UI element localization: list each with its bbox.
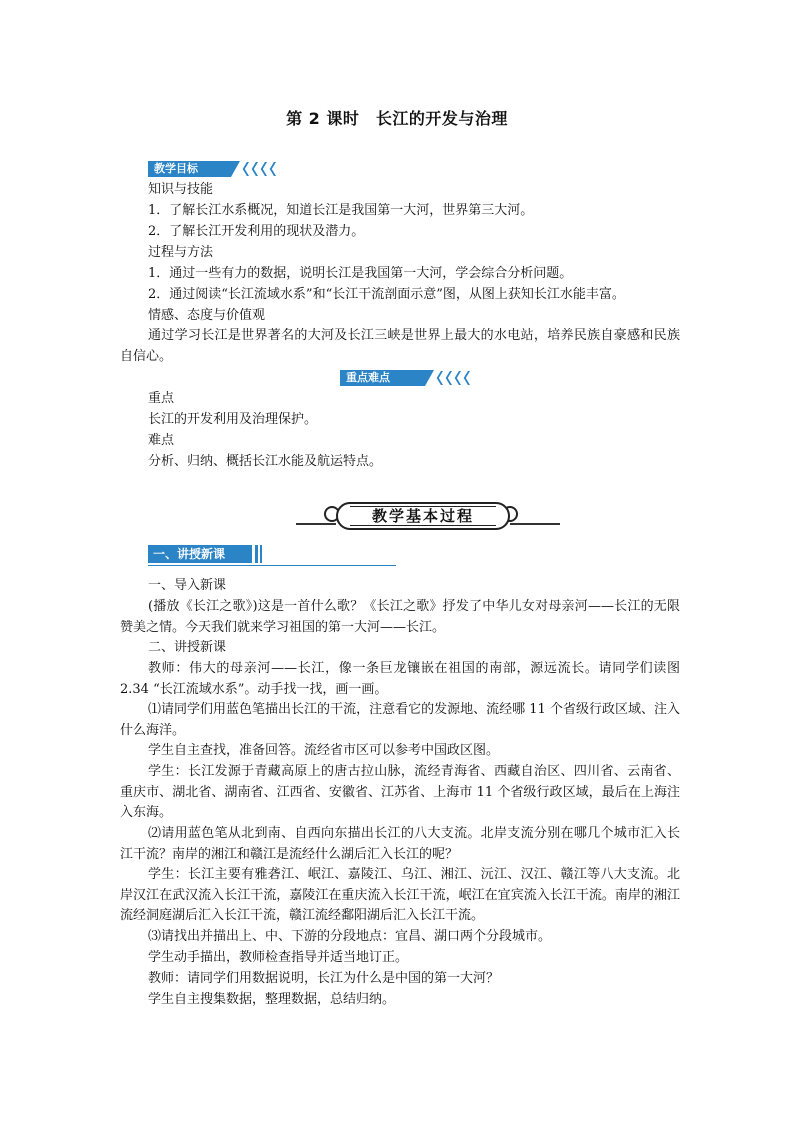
lesson-paragraph: (播放《长江之歌》)这是一首什么歌？《长江之歌》抒发了中华儿女对母亲河——长江的无限赞美之情。今天我们就来学习祖国的第一大河——长江。 xyxy=(120,599,680,635)
key-points-line: 重点 xyxy=(148,391,175,406)
lesson-paragraph: 教师：伟大的母亲河——长江，像一条巨龙镶嵌在祖国的南部，源远流长。请同学们读图 2.34 “长江流域水系”。动手找一找，画一画。 xyxy=(120,661,680,697)
objectives-line: 1．通过一些有力的数据，说明长江是我国第一大河，学会综合分析问题。 xyxy=(148,266,573,281)
key-points-line: 难点 xyxy=(148,433,175,448)
lesson-paragraph: 学生：长江主要有雅砻江、岷江、嘉陵江、乌江、湘江、沅江、汉江、赣江等八大支流。北岸汉江在武汉流入长江干流，嘉陵江在重庆流入长江干流，岷江在宜宾流入长江干流。南岸的湘江流经洞庭湖后汇入长江干流，赣江流经鄱阳湖后汇入长江干流。 xyxy=(120,867,680,923)
objectives-line: 1．了解长江水系概况，知道长江是我国第一大河，世界第三大河。 xyxy=(148,203,534,218)
section-underline xyxy=(148,565,396,566)
section-bar xyxy=(260,545,262,563)
objectives-line: 过程与方法 xyxy=(148,245,214,260)
objectives-paragraph: 通过学习长江是世界著名的大河及长江三峡是世界上最大的水电站，培养民族自豪感和民族自信心。 xyxy=(120,328,680,364)
banner-rule-right xyxy=(510,523,560,525)
section-heading xyxy=(148,545,396,567)
key-points-line: 长江的开发利用及治理保护。 xyxy=(148,412,318,427)
lesson-paragraph: ⑴请同学们用蓝色笔描出长江的干流，注意看它的发源地、流经哪 11 个省级行政区域、注入什么海洋。 xyxy=(120,702,680,738)
section-bar xyxy=(255,545,258,563)
page-title: 第 2 课时 长江的开发与治理 xyxy=(286,109,508,128)
chevrons-icon xyxy=(436,370,470,386)
lesson-paragraph: 学生自主搜集数据，整理数据，总结归纳。 xyxy=(148,992,396,1007)
key-points-tag xyxy=(340,370,480,386)
section-title: 一、讲授新课 xyxy=(153,547,226,561)
process-banner xyxy=(296,500,560,534)
lesson-paragraph: ⑵请用蓝色笔从北到南、自西向东描出长江的八大支流。北岸支流分别在哪几个城市汇入长江干流？南岸的湘江和赣江是流经什么湖后汇入长江的呢？ xyxy=(120,826,680,862)
objectives-tag xyxy=(148,161,288,177)
objectives-line: 2．了解长江开发利用的现状及潜力。 xyxy=(148,224,365,239)
key-points-line: 分析、归纳、概括长江水能及航运特点。 xyxy=(148,454,383,469)
banner-title: 教学基本过程 xyxy=(371,507,474,525)
lesson-paragraph: 学生：长江发源于青藏高原上的唐古拉山脉，流经青海省、西藏自治区、四川省、云南省、重庆市、湖北省、湖南省、江西省、安徽省、江苏省、上海市 11 个省级行政区域，最后在上海注入东海。 xyxy=(120,764,680,820)
key-points-tag-label: 重点难点 xyxy=(346,371,390,384)
banner-rule-left xyxy=(296,523,336,525)
objectives-line: 情感、态度与价值观 xyxy=(148,308,266,323)
lesson-paragraph: ⑶请找出并描出上、中、下游的分段地点：宜昌、湖口两个分段城市。 xyxy=(148,929,552,944)
objectives-line: 知识与技能 xyxy=(148,182,214,197)
objectives-line: 2．通过阅读“长江流域水系”和“长江干流剖面示意”图，从图上获知长江水能丰富。 xyxy=(148,287,625,302)
lesson-paragraph: 学生动手描出，教师检查指导并适当地订正。 xyxy=(148,950,409,965)
lesson-heading: 一、导入新课 xyxy=(148,578,227,593)
lesson-heading: 二、讲授新课 xyxy=(148,640,227,655)
lesson-paragraph: 学生自主查找，准备回答。流经省市区可以参考中国政区图。 xyxy=(148,743,500,758)
lesson-paragraph: 教师：请同学们用数据说明，长江为什么是中国的第一大河？ xyxy=(148,971,500,986)
chevrons-icon xyxy=(242,161,276,177)
objectives-tag-label: 教学目标 xyxy=(154,162,198,175)
